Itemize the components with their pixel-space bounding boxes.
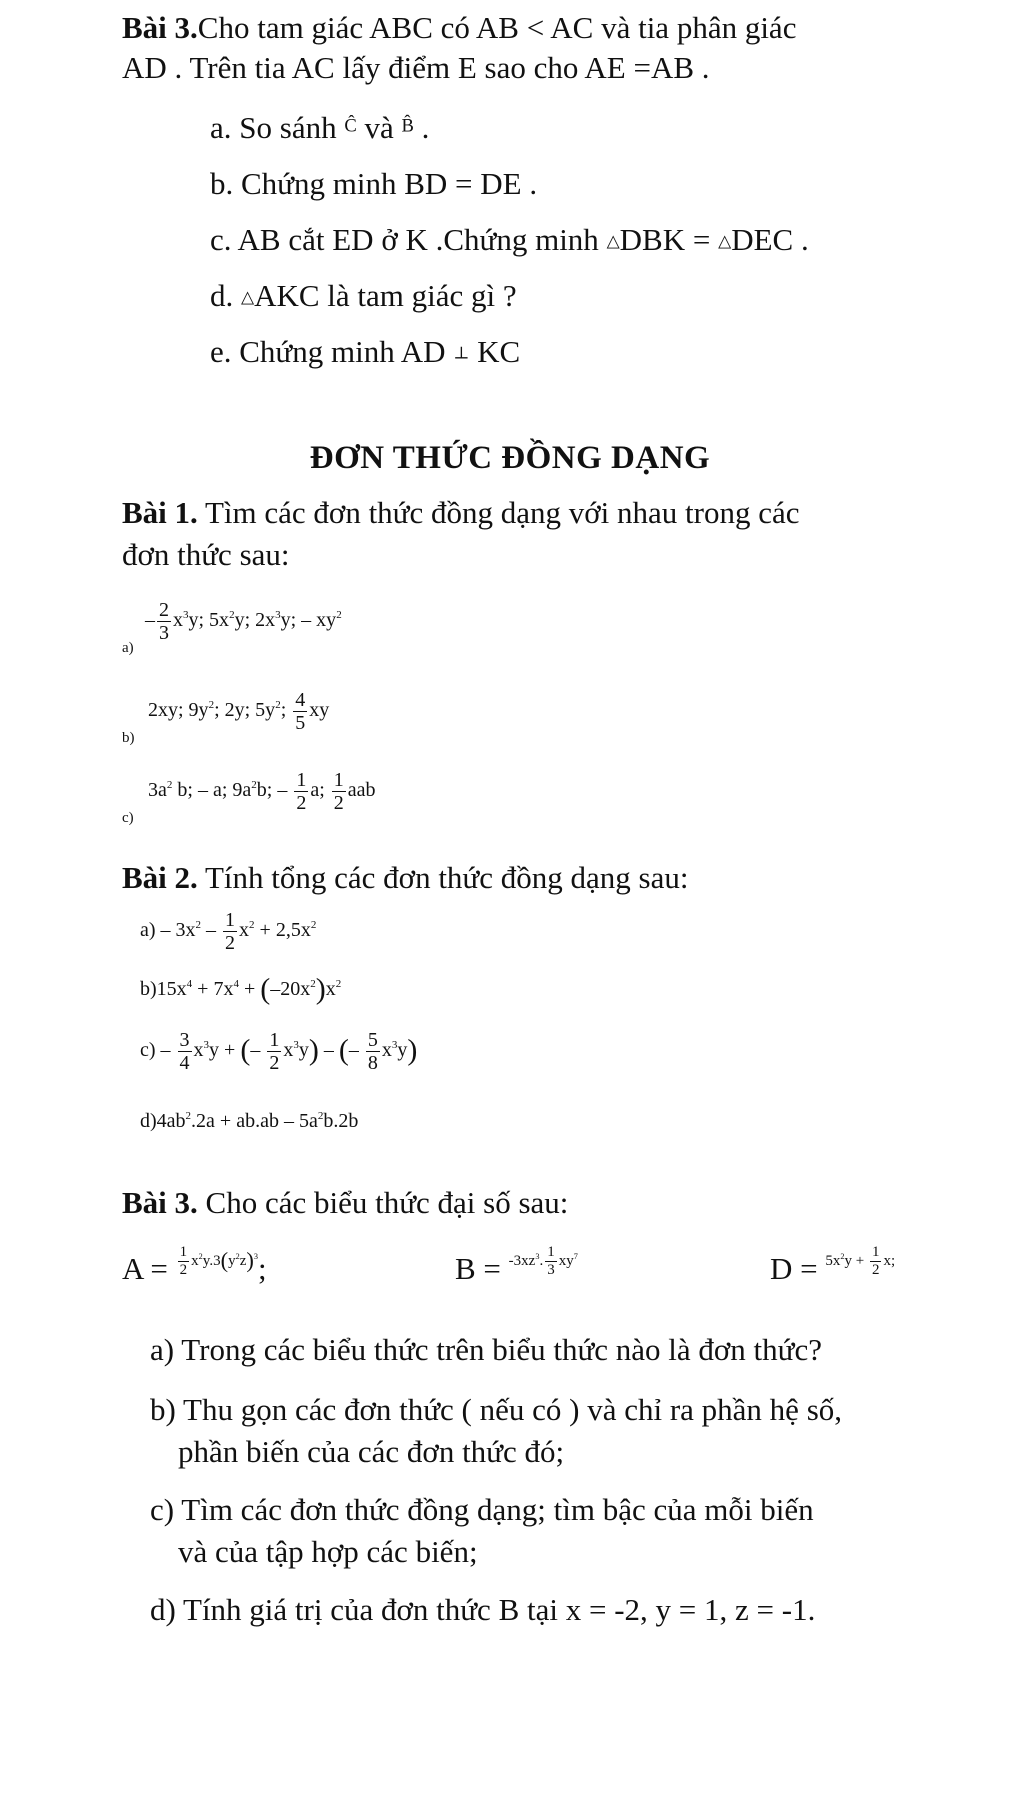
bai3b-question-a: a) Trong các biểu thức trên biểu thức nào là đơn thức?	[150, 1332, 822, 1367]
bai1-b-expr: 2xy; $9y^2$; 2y; $5y^2$; $\frac{4}{5}$ xy	[148, 689, 330, 734]
bai3-title: Bài 3.	[122, 10, 198, 45]
expr-D: $D = 5x^2y$ + $\frac{1}{2}$ x;	[770, 1244, 896, 1286]
bai3b-question-d: d) Tính giá trị của đơn thức B tại x = -2, y = 1, z = -1.	[150, 1592, 816, 1627]
angle-b-symbol: B̂	[401, 115, 414, 137]
expr-A: A = $\frac{1}{2}$ $x^2y.3(y^2z)^3$;	[122, 1244, 267, 1286]
bai1-line1	[122, 495, 799, 531]
bai3b-line	[122, 1185, 568, 1221]
bai2-title: Bài 2.	[122, 860, 198, 895]
bai2-b-expr: $b)15x^4 + 7x^4 + (-20x^2)x^2$	[140, 972, 342, 1006]
bai2-line	[122, 860, 688, 896]
bai3-item-c	[210, 222, 809, 258]
expr-D-label: D =	[770, 1250, 826, 1286]
bai3-c-mid: DBK =	[619, 222, 719, 257]
bai3-triangle-intro-line2: AD . Trên tia AC lấy điểm E sao cho AE =AB .	[122, 50, 710, 85]
bai2-c-expr: c) – $\frac{3}{4}$ $x^3y$ + (– $\frac{1}{2}$ $x^3y$) – (– $\frac{5}{8}$ $x^3y$)	[140, 1029, 418, 1074]
bai1-a-label: a)	[122, 640, 134, 656]
bai3-item-a	[210, 110, 429, 146]
bai1-b-label: b)	[122, 730, 135, 746]
bai3b-question-b-line1: b) Thu gọn các đơn thức ( nếu có ) và chỉ ra phần hệ số,	[150, 1392, 843, 1427]
bai2-a-expr: $a) - 3x^2$ – $\frac{1}{2}$ $x^2 + 2,5x^2$	[140, 909, 317, 954]
bai3b-question-c-line2: và của tập hợp các biến;	[178, 1534, 478, 1569]
bai3-a-pre: a. So sánh	[210, 110, 345, 145]
bai3-c-pre: c. AB cắt ED ở K .Chứng minh	[210, 222, 607, 257]
bai2-d-expr: $d)4ab^2.2a + ab.ab - 5a^2b.2b$	[140, 1109, 359, 1132]
bai1-a-expr: – $\frac{2}{3}$ $x^3y$; $5x^2y$; $2x^3y$; – $xy^2$	[145, 599, 342, 644]
bai2-text: Tính tổng các đơn thức đồng dạng sau:	[197, 860, 689, 895]
perpendicular-symbol: ⊥	[453, 343, 470, 363]
bai1-c-label: c)	[122, 810, 134, 826]
expr-B-label: B =	[455, 1250, 509, 1286]
bai3-d-post: AKC là tam giác gì ?	[254, 278, 517, 313]
bai1-text1: Tìm các đơn thức đồng dạng với nhau trong các	[197, 495, 800, 530]
expr-B: $B = -3xz^3$. $\frac{1}{3}$ $xy^7$	[455, 1244, 578, 1286]
bai3-intro-text1: Cho tam giác ABC có AB < AC và tia phân giác	[197, 10, 797, 45]
bai3-triangle-intro-line1	[122, 10, 796, 46]
bai1-line2: đơn thức sau:	[122, 537, 290, 572]
bai3-a-mid: và	[356, 110, 402, 145]
bai3-a-post: .	[413, 110, 430, 145]
bai3-e-post: KC	[469, 334, 521, 369]
section-heading: ĐƠN THỨC ĐỒNG DẠNG	[309, 440, 711, 476]
bai3-c-post: DEC .	[731, 222, 809, 257]
bai3b-text: Cho các biểu thức đại số sau:	[197, 1185, 569, 1220]
angle-c-symbol: Ĉ	[344, 115, 357, 137]
bai3b-question-c-line1: c) Tìm các đơn thức đồng dạng; tìm bậc của mỗi biến	[150, 1492, 814, 1527]
bai3-item-e	[210, 334, 520, 370]
triangle-icon: △	[606, 231, 620, 251]
triangle-icon: △	[718, 231, 732, 251]
bai1-c-expr: $3a^2$ b; – a; $9a^2b$; – $\frac{1}{2}$ a; $\frac{1}{2}$ aab	[148, 769, 376, 814]
expr-A-label: A =	[122, 1250, 176, 1286]
bai3-item-d	[210, 278, 517, 314]
bai1-title: Bài 1.	[122, 495, 198, 530]
triangle-icon: △	[241, 287, 255, 307]
bai3-d-pre: d.	[210, 278, 241, 313]
bai3-e-pre: e. Chứng minh AD	[210, 334, 454, 369]
bai3-item-b: b. Chứng minh BD = DE .	[210, 166, 538, 201]
bai3b-title: Bài 3.	[122, 1185, 198, 1220]
bai3b-question-b-line2: phần biến của các đơn thức đó;	[178, 1434, 565, 1469]
